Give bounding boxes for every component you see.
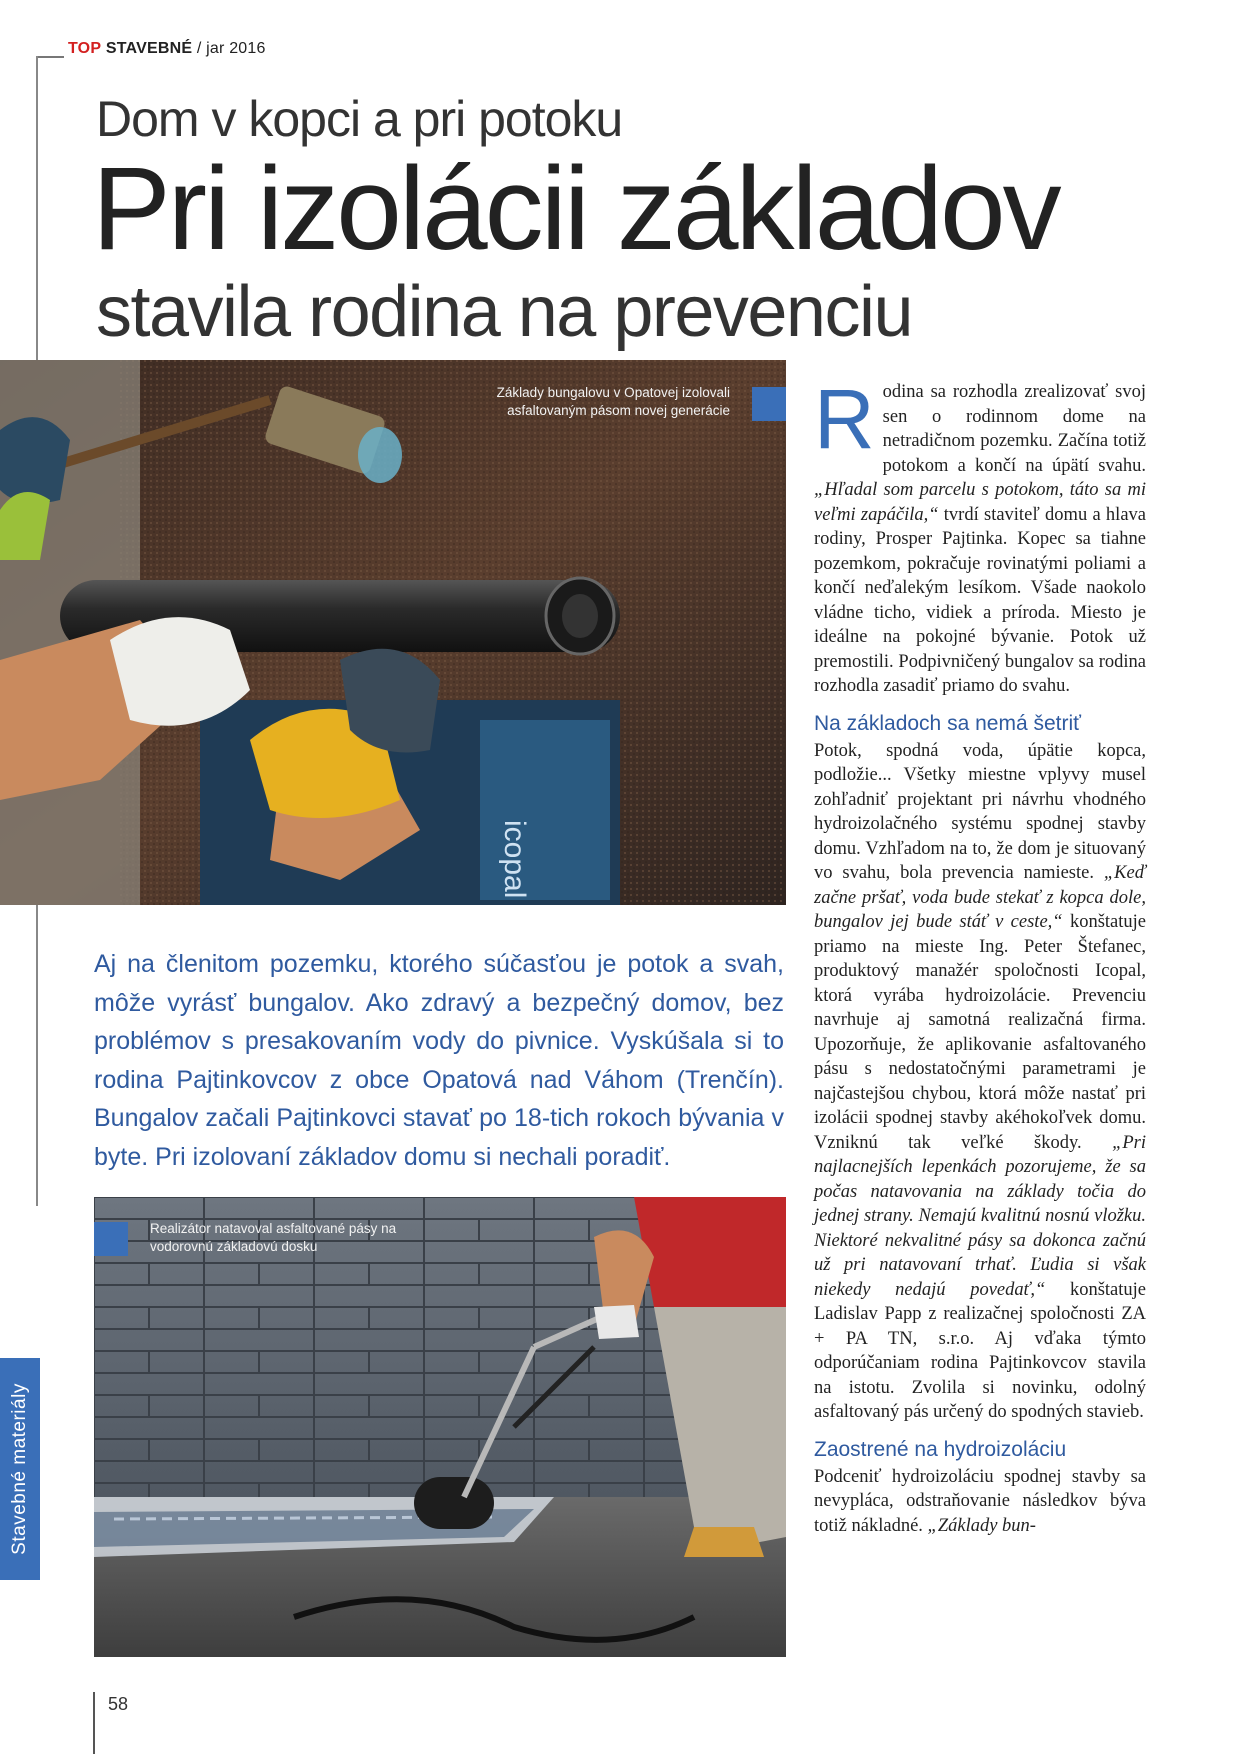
drop-cap: R — [814, 372, 875, 466]
svg-text:icopal: icopal — [498, 820, 531, 899]
body-paragraph-1 — [814, 372, 1146, 699]
section-heading-2: Zaostrené na hydroizoláciu — [814, 1437, 1067, 1461]
article-subtitle: Dom v kopci a pri potoku — [96, 91, 623, 147]
body-text: konštatuje Ladislav Papp z realizačnej spoločnosti ZA + PA TN, s.r.o. Aj vďaka týmto odporúčaniam rodina Pajtinkovcov stavila na istotu. Zvolila si novinku, odolný asfaltovaný pás určený do spodných stavieb. — [814, 1279, 1147, 1422]
photo-caption-2: Realizátor natavoval asfaltované pásy na vodorovnú základovú dosku — [150, 1221, 397, 1254]
body-paragraph-3 — [814, 1465, 1146, 1539]
brand-stavebne: STAVEBNÉ — [105, 40, 193, 57]
body-text: Podceniť hydroizoláciu spodnej stavby sa nevypláca, odstraňovanie následkov býva totiž nákladné. — [814, 1466, 1146, 1536]
body-text: Potok, spodná voda, úpätie kopca, podložie... Všetky miestne vplyvy musel zohľadniť projektant pri návrhu vhodného hydroizolačného systému spodnej stavby domu. Vzhľadom na to, že dom je situovaný vo svahu, bola prevencia namieste. — [814, 740, 1146, 883]
caption-marker — [752, 387, 786, 421]
article-title: Pri izolácii základov — [92, 143, 1059, 275]
article-title-line2: stavila rodina na prevenciu — [96, 272, 913, 352]
body-text: konštatuje priamo na mieste Ing. Peter Štefanec, produktový manažér spoločnosti Icopal, ktorá vyrába hydroizolácie. Prevenciu navrhuje aj samotná realizačná firma. Upozorňuje, že aplikovanie asfaltovaného pásu s nedostatočnými parametrami je najčastejšou chybou, ktorá môže nastať pri izolácii spodnej stavby akéhokoľvek domu. Vzniknú tak veľké škody. — [814, 912, 1146, 1153]
body-paragraph-2 — [814, 739, 1146, 1425]
lead-paragraph: Aj na členitom pozemku, ktorého súčasťou je potok a svah, môže vyrásť bungalov. Ako zdravý a bezpečný domov, bez problémov s presakovaním vody do pivnice. Vyskúšala si to rodina Pajtinkovcov z obce Opatová nad Váhom (Trenčín). Bungalov začali Pajtinkovci stavať po 18-tich rokoch bývania v byte. Pri izolovaní základov domu si nechali poradiť. — [94, 950, 784, 1171]
caption-marker — [94, 1222, 128, 1256]
photo-worker-illustration — [94, 1197, 786, 1657]
page-number-rule — [93, 1692, 95, 1754]
photo-membrane-application — [0, 360, 786, 905]
section-label: Stavebné materiály — [9, 1383, 30, 1555]
quote: „Hľadal som parcelu s potokom, táto sa mi veľmi zapáčila,“ — [814, 480, 1146, 525]
photo-worker-torching — [94, 1197, 786, 1657]
issue-label: / jar 2016 — [196, 40, 266, 57]
body-text: odina sa rozhodla zrealizovať svoj sen o rodinnom dome na netradičnom pozemku. Začína totiž potokom a končí na úpätí svahu. — [882, 382, 1146, 476]
page-number: 58 — [108, 1694, 129, 1714]
header-rule — [36, 56, 64, 58]
magazine-header — [68, 40, 266, 58]
photo-membrane-illustration — [0, 360, 786, 905]
body-text: tvrdí staviteľ domu a hlava rodiny, Prosper Pajtinka. Kopec sa tiahne pozemkom, pokračuje rovinatými poliami a končí neďalekým lesíkom. Všade naokolo vládne ticho, vidiek a príroda. Miesto je ideálne na pokojné bývanie. Potok už premostili. Podpivničený bungalov sa rodina rozhodla zasadiť priamo do svahu. — [814, 504, 1146, 696]
brand-top: TOP — [68, 40, 102, 57]
photo-caption-1: Základy bungalovu v Opatovej izolovali asfaltovaným pásom novej generácie — [496, 385, 730, 418]
quote: „Základy bun- — [927, 1515, 1036, 1536]
quote: „Pri najlacnejších lepenkách pozorujeme, že sa počas natavovania na základy točia do jednej strany. Nemajú kvalitnú nosnú vložku. Niektoré nekvalitné pásy sa dokonca začnú už pri natavovaní trhať. Ľudia si však niekedy nedajú povedať,“ — [814, 1132, 1146, 1300]
article-body — [814, 372, 1147, 1538]
quote: „Keď začne pršať, voda bude stekať z kopca dole, bungalov jej bude stáť v ceste,“ — [814, 863, 1146, 932]
section-heading-1: Na základoch sa nemá šetriť — [814, 711, 1082, 735]
